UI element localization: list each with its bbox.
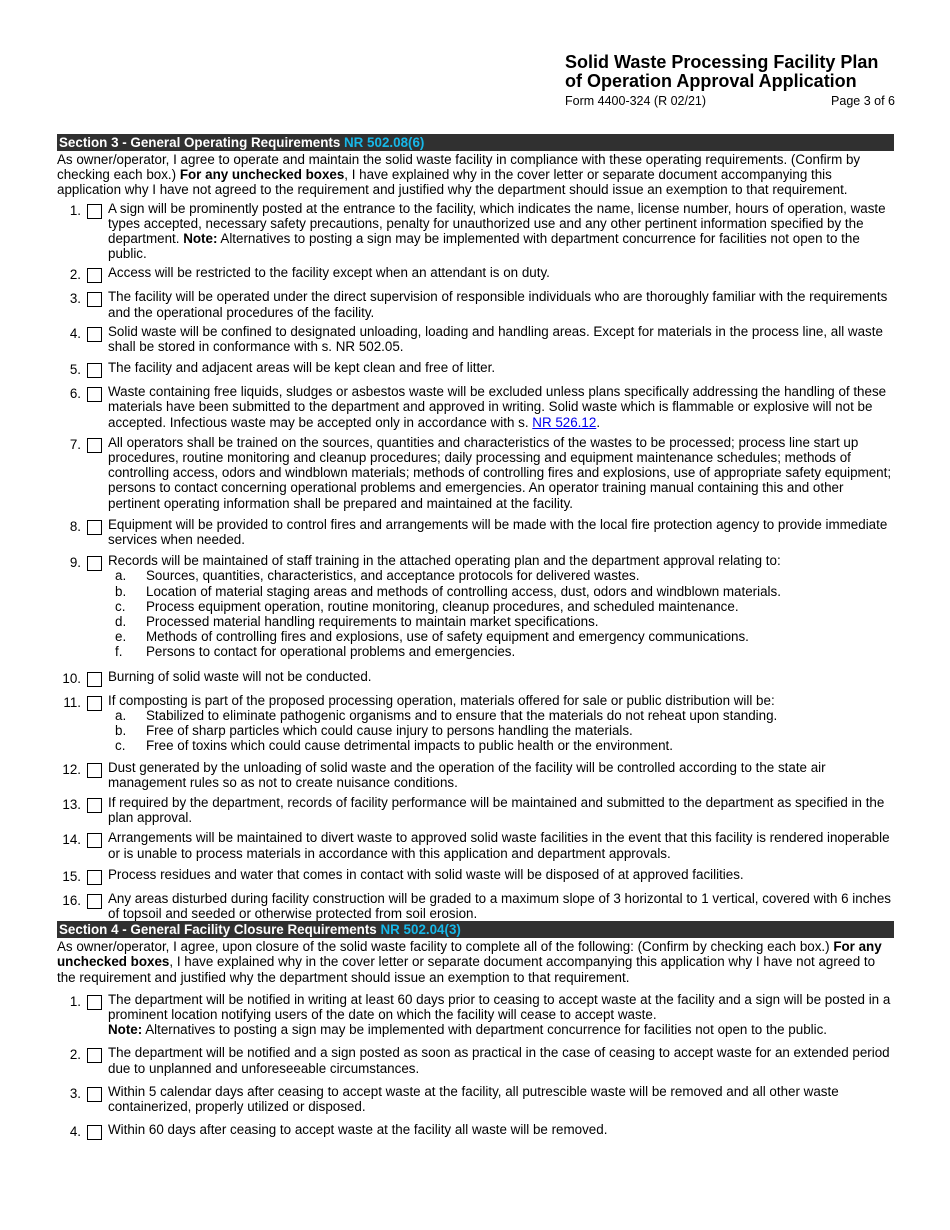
section3-title: Section 3 - General Operating Requirements [59, 135, 344, 150]
section4-ref-link[interactable]: NR 502.04(3) [380, 922, 461, 938]
item-text: A sign will be prominently posted at the entrance to the facility, which indicates the name, license number, hours of operation, waste types accepted, necessary safety precautions, penalty for unauthorized use and any other pertinent information specified by the department. Note: Alternatives to posting a sign may be implemented with department concurrence for facilities not open to the public. [108, 200, 886, 262]
s3-item-2 [57, 265, 894, 283]
intro-text-cont: , I have explained why in the cover letter or separate document accompanying this application why I have not agreed to the requirement and justified why the department should issue an exemption to that requirement. [57, 954, 876, 985]
form-number: Form 4400-324 (R 02/21) [565, 94, 707, 108]
s4-item-2 [57, 1045, 894, 1075]
s3-item-16 [57, 891, 894, 921]
s3-item-16-checkbox[interactable] [87, 894, 102, 909]
item-lead: If composting is part of the proposed processing operation, materials offered for sale or public distribution will be: [108, 692, 775, 708]
item-lead: Records will be maintained of staff training in the attached operating plan and the department approval relating to: [108, 553, 781, 569]
s4-item-4-checkbox[interactable] [87, 1125, 102, 1140]
section4-title: Section 4 - General Facility Closure Requirements [59, 922, 381, 938]
item-text: Burning of solid waste will not be conducted. [108, 668, 372, 684]
section4-header [57, 921, 894, 938]
item-number: 8. [69, 518, 81, 534]
s3-item-1-checkbox[interactable] [87, 204, 102, 219]
form-header [565, 53, 895, 108]
s3-item-6 [57, 384, 894, 430]
item-text: All operators shall be trained on the sources, quantities and characteristics of the wastes to be processed; process line start up procedures, routine monitoring and cleanup procedures; daily processing and equipment maintenance schedules; methods of controlling access, odors and windblown materials; methods of controlling fires and explosions, use of appropriate safety equipment; persons to contact concerning operational problems and emergencies. An operator training manual containing this and other pertinent operating information shall be prepared and maintained at the facility. [108, 434, 892, 511]
item-number: 7. [69, 436, 81, 452]
item-number: 10. [62, 670, 81, 686]
item-text: Access will be restricted to the facility except when an attendant is on duty. [108, 265, 550, 281]
s3-item-4 [57, 324, 894, 354]
s3-item-7 [57, 435, 894, 511]
nr-526-12-link[interactable]: NR 526.12 [532, 414, 597, 430]
s3-item-9 [57, 553, 894, 659]
s3-item-14-checkbox[interactable] [87, 833, 102, 848]
s3-item-3 [57, 289, 894, 319]
sub-item: d. Processed material handling requirements to maintain market specifications. [115, 614, 599, 630]
intro-bold: For any unchecked boxes [179, 167, 345, 183]
sub-item: f. Persons to contact for operational problems and emergencies. [115, 644, 516, 660]
sub-item: e. Methods of controlling fires and explosions, use of safety equipment and emergency communications. [115, 629, 749, 645]
item-number: 14. [62, 832, 81, 848]
s3-item-5 [57, 360, 894, 378]
item-text: Within 5 calendar days after ceasing to accept waste at the facility, all putrescible waste will be removed and all other waste containerized, properly utilized or disposed. [108, 1083, 839, 1114]
s3-item-3-checkbox[interactable] [87, 292, 102, 307]
form-title-line2: of Operation Approval Application [565, 71, 857, 91]
s3-item-9-checkbox[interactable] [87, 556, 102, 571]
s3-item-15 [57, 867, 894, 885]
item-text: The facility and adjacent areas will be kept clean and free of litter. [108, 360, 496, 376]
s3-item-13-checkbox[interactable] [87, 798, 102, 813]
s3-item-7-checkbox[interactable] [87, 438, 102, 453]
sub-item: c. Process equipment operation, routine monitoring, cleanup procedures, and scheduled maintenance. [115, 598, 739, 614]
s3-item-14 [57, 830, 894, 860]
item-number: 3. [69, 291, 81, 307]
s4-item-3 [57, 1084, 894, 1114]
s4-item-4 [57, 1122, 894, 1140]
page-number: Page 3 of 6 [831, 94, 895, 108]
item-text: Arrangements will be maintained to divert waste to approved solid waste facilities in the event that this facility is rendered inoperable or is unable to process materials in accordance with this application and department approvals. [108, 830, 890, 861]
s3-item-12 [57, 760, 894, 790]
item-text: Dust generated by the unloading of solid waste and the operation of the facility will be controlled according to the state air management rules so as not to create nuisance conditions. [108, 759, 826, 790]
item-number: 2. [69, 1047, 81, 1063]
item-text: Waste containing free liquids, sludges or asbestos waste will be excluded unless plans specifically addressing the handling of these materials have been submitted to the department and approved in writing. Solid waste which is flammable or explosive will not be accepted. Infectious waste may be accepted only in accordance with s. NR 526.12. [108, 384, 887, 430]
item-text: Solid waste will be confined to designated unloading, loading and handling areas. Except for materials in the process line, all waste shall be stored in conformance with s. NR 502.05. [108, 323, 883, 355]
item-number: 5. [69, 362, 81, 378]
item-text: Within 60 days after ceasing to accept waste at the facility all waste will be removed. [108, 1122, 608, 1138]
s3-item-11-checkbox[interactable] [87, 696, 102, 711]
section3-ref-link[interactable]: NR 502.08(6) [344, 135, 425, 150]
sub-item: b. Free of sharp particles which could cause injury to persons handling the materials. [115, 723, 633, 739]
s3-item-11 [57, 693, 894, 754]
item-number: 1. [69, 993, 81, 1009]
section4-intro [57, 939, 894, 985]
intro-text: As owner/operator, I agree, upon closure of the solid waste facility to complete all of the following: (Confirm by checking each box.) [57, 939, 834, 955]
item-text [108, 992, 894, 1038]
item-number: 2. [69, 267, 81, 283]
item-text: Any areas disturbed during facility construction will be graded to a maximum slope of 3 horizontal to 1 vertical, covered with 6 inches of topsoil and seeded or otherwise protected from soil erosion. [108, 890, 891, 921]
item-number: 16. [62, 892, 81, 908]
item-text: Process residues and water that comes in contact with solid waste will be disposed of at approved facilities. [108, 866, 744, 882]
item-number: 3. [69, 1085, 81, 1101]
item-text: The department will be notified and a sign posted as soon as practical in the case of ceasing to accept waste for an extended period due to unplanned and unforeseeable circumstances. [108, 1045, 890, 1076]
s4-item-3-checkbox[interactable] [87, 1087, 102, 1102]
section3-intro [57, 152, 894, 198]
sub-item: b. Location of material staging areas and methods of controlling access, dust, odors and windblown materials. [115, 583, 781, 599]
s3-item-13 [57, 795, 894, 825]
s3-item-1 [57, 201, 894, 262]
s3-item-2-checkbox[interactable] [87, 268, 102, 283]
s3-item-6-checkbox[interactable] [87, 387, 102, 402]
sub-item: a. Sources, quantities, characteristics, and acceptance protocols for delivered wastes. [115, 568, 640, 584]
s3-item-12-checkbox[interactable] [87, 763, 102, 778]
sub-item: a. Stabilized to eliminate pathogenic organisms and to ensure that the materials do not reheat upon standing. [115, 707, 778, 723]
intro-bold: For any unchecked boxes [57, 939, 882, 970]
form-title-line1: Solid Waste Processing Facility Plan [565, 52, 879, 72]
item-number: 4. [69, 1124, 81, 1140]
s3-item-15-checkbox[interactable] [87, 870, 102, 885]
s3-item-5-checkbox[interactable] [87, 363, 102, 378]
item-note: Note: Alternatives to posting a sign may be implemented with department concurrence for facilities not open to the public. [108, 1022, 828, 1038]
intro-text: As owner/operator, I agree to operate and maintain the solid waste facility in compliance with these operating requirements. (Confirm by checking each box.) [57, 152, 861, 183]
sub-item: c. Free of toxins which could cause detrimental impacts to public health or the environment. [115, 738, 673, 754]
intro-text-cont: , I have explained why in the cover letter or separate document accompanying this application why I have not agreed to the requirement and justified why the department should issue an exemption to that requirement. [57, 167, 848, 198]
s3-item-10-checkbox[interactable] [87, 672, 102, 687]
item-number: 6. [69, 386, 81, 402]
form-body [57, 134, 894, 1140]
s4-item-1 [57, 992, 894, 1038]
item-number: 13. [62, 796, 81, 812]
section3-header [57, 134, 894, 151]
s3-item-8-checkbox[interactable] [87, 520, 102, 535]
s3-item-8 [57, 517, 894, 547]
s4-item-2-checkbox[interactable] [87, 1048, 102, 1063]
item-text: Equipment will be provided to control fires and arrangements will be made with the local fire protection agency to provide immediate services when needed. [108, 516, 888, 548]
item-text: If required by the department, records of facility performance will be maintained and submitted to the department as specified in the plan approval. [108, 794, 885, 826]
item-text [108, 693, 894, 754]
s3-item-4-checkbox[interactable] [87, 327, 102, 342]
item-number: 11. [63, 694, 81, 710]
item-number: 4. [69, 325, 81, 341]
item-number: 9. [69, 555, 81, 571]
form-meta [565, 94, 895, 108]
item-number: 12. [62, 761, 81, 777]
item-text: The facility will be operated under the direct supervision of responsible individuals who are thoroughly familiar with the requirements and the operational procedures of the facility. [108, 289, 888, 320]
item-number: 15. [62, 868, 81, 884]
s4-item-1-checkbox[interactable] [87, 995, 102, 1010]
item-lead: The department will be notified in writing at least 60 days prior to ceasing to accept waste at the facility and a sign will be posted in a prominent location notifying users of the date on which the facility will cease to accept waste. [108, 991, 891, 1022]
item-number: 1. [69, 202, 81, 218]
s3-item-10 [57, 669, 894, 687]
item-text [108, 553, 894, 659]
